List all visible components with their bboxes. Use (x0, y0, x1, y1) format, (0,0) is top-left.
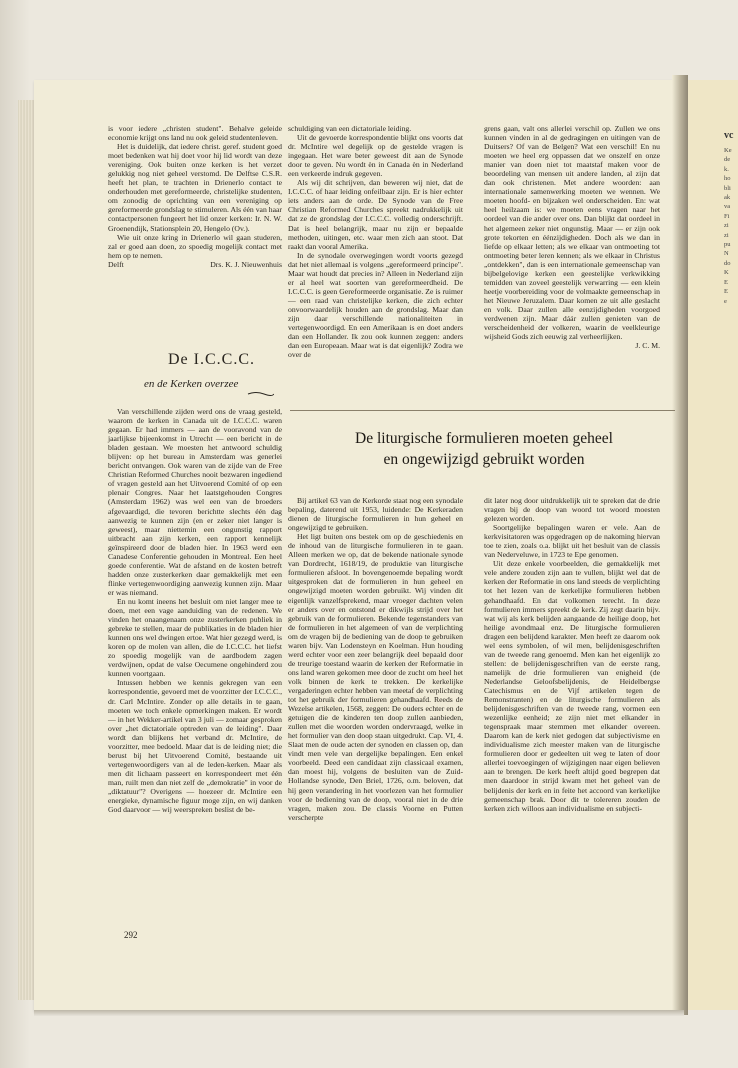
paragraph: is voor iedere „christen student". Behalve geleide economie krijgt ons land nu ook geleid studentenleven. (108, 124, 282, 143)
paragraph: Als wij dit schrijven, dan beweren wij niet, dat de I.C.C.C. of haar leiding onfeilbaar zijn. Er is hier echter iets anders aan de orde. De Synode van de Free Christian Reformed Churches spreekt nadrukkelijk uit dat ze de grondslag der I.C.C.C. volledig onderschrijft. Dat is heel belangrijk, maar nu zijn er bepaalde methoden, uitingen, etc. waar men zich aan stoot. Dat raakt dan vooral Amerika. (288, 178, 463, 251)
paragraph: Uit deze enkele voorbeelden, die gemakkelijk met vele andere zouden zijn aan te vullen, blijkt wel dat de kerken der Reformatie in ons land steeds de verplichting tot het lezen van de kerkelijke formulieren hebben gehandhaafd. En dat volkomen terecht. In deze formulieren immers spreekt de kerk. Zij zegt daarin bijv. wat wij als kerk belijden aangaande de heilige doop, het heilige avondmaal enz. De liturgische formulieren dragen een belijdend karakter. Men heeft ze daarom ook wel eens symbolen, of wil men, belijdenisgeschriften van de tweede rang genoemd. Men kan het eigenlijk zo stellen: de belijdenisgeschriften van de eerste rang, namelijk de drie formulieren van enigheid (de Nederlandse Geloofsbelijdenis, de Heidelbergse Catechismus en de Vijf artikelen tegen de Remonstranten) en de liturgische formulieren als belijdenisgeschriften van de tweede rang, vormen een wezenlijke eenheid; ze zijn niet met elkander in tegenspraak maar stemmen met elkander overeen. Daarom kan de kerk niet gedogen dat subjectivisme en individualisme zich meester maken van de liturgische formulieren door er gedeelten uit weg te laten of door allerlei toevoegingen of wijzigingen naar eigen believen aan te brengen. De kerk heeft altijd goed begrepen dat men daardoor in strijd kwam met het geheel van de belijdenis der kerk en in feite het accoord van kerkelijke gemeenschap brak. Door dit te tolereren zouden de kerken zich willoos aan individualisme en subjecti- (484, 559, 660, 813)
article-title-icccc: De I.C.C.C. (168, 351, 255, 368)
column-1-body (108, 407, 282, 814)
paragraph: Intussen hebben we kennis gekregen van een korrespondentie, gevoerd met de voorzitter der I.C.C.C., dr. Carl McIntire. Zonder op alle details in te gaan, moeten we toch enkele opmerkingen maken. Er wordt — in het Wekker-artikel van 3 juli — zomaar gesproken over „het dictatoriale optreden van de leiding". Daar wordt dan blijkens het verband dr. McIntire, de voorzitter, mee bedoeld. Maar dat is de leiding niet; die berust bij het Uitvoerend Comité, bestaande uit vertegenwoordigers van al de leden-kerken. Maar als men dit lichaam passeert en korrespondeert met één man, ruilt men dan niet zelf de „demokratie" in voor de „diktatuur"? Overigens — hoezeer dr. McIntire een energieke, dynamische figuur moge zijn, en wij danken God daarvoor — wij weerspreken beslist de be- (108, 678, 282, 815)
article-subtitle: en de Kerken overzee (144, 378, 239, 390)
facing-page-fragment: pu (724, 241, 731, 249)
paragraph: grens gaan, valt ons allerlei verschil op. Zullen we ons kunnen vinden in al de gedragingen en uitingen van de Duitsers? Of van de Belgen? Wat een verschil! En nu moeten we heel erg oppassen dat we onszelf en onze manier van doen niet tot maatstaf maken voor de beoordeling van mensen uit andere landen, al zijn dat dan ook christenen. Met andere woorden: aan internationale samenwerking moeten we wennen. We moeten hoofd- en bijzaken wel onderscheiden. En: wat heel heilzaam is: we moeten eens vragen naar het oordeel van die ander over ons. Dan blijkt dat oordeel in het algemeen zeker niet ongunstig. Maar — er zijn ook grote tekorten en éénzijdigheden. Doch als we dan in liefde op elkaar letten; als we elkaar van ontmoeting tot ontmoeting beter leren kennen; als we elkaar in Christus „ontdekken", dan is een internationale gemeenschap van bijbelgelovige kerken een geestelijke verkwikking temidden van zoveel geestelijk verwarring — een klein heetje voorbereiding voor de volmaakte gemeenschap in het Nieuwe Jeruzalem. Daar komen ze uit alle geslacht en volk. Daar zullen alle eenzijdigheden voorgoed verdwenen zijn. Maar dáár zullen genieten van de verscheidenheid der volkeren, waarin de veelkleurige wijsheid Gods zich eeuwig zal verheerlijken. (484, 124, 660, 342)
facing-page-fragment: zi (724, 231, 729, 239)
paragraph: En nu komt ineens het besluit om niet langer mee te doen, met een vage aanduiding van de redenen. We vinden het onaangenaam onze zusterkerken publiek in gebreke te stellen, maar de publikaties in de bladen hier kunnen ons wel dwingen ertoe. Wat hier gezegd werd, is koren op de molen van allen, die de I.C.C.C. het liefst zo spoedig mogelijk van de aardbodem zagen verdwijnen, opdat de valse Oecumene ongehinderd zou kunnen voortgaan. (108, 596, 282, 679)
facing-page-fragment: bli (724, 184, 731, 192)
paragraph: In de synodale overwegingen wordt voorts gezegd dat het niet allemaal is volgens „gereformeerd principe". Maar wat houdt dat precies in? Alleen in Nederland zijn er al heel wat soorten van gereformeerdheid. De I.C.C.C. is geen Gereformeerde organisatie. Ze is ruimer — een raad van christelijke kerken, die zich echter onvoorwaardelijk houden aan de grondslag. Maar dan zijn daar verschillende nationaliteiten in vertegenwoordigd. En een Amerikaan is en doet anders dan een Hollander. Ik zou ook kunnen zeggen: anders dan een Europeaan. Maar wat is dat eigenlijk? Zodra we over de (288, 250, 463, 360)
facing-page-heading: vc (724, 130, 734, 141)
paragraph: Wie uit onze kring in Drienerlo wil gaan studeren, zal er goed aan doen, zo spoedig mogelijk contact met hem op te nemen. (108, 232, 282, 260)
decorative-rule (144, 391, 274, 397)
page-shadow (34, 1010, 684, 1016)
facing-page-fragment: K (724, 269, 729, 277)
facing-page-fragment: Ke (724, 147, 732, 154)
paragraph: Bij artikel 63 van de Kerkorde staat nog een synodale bepaling, daterend uit 1953, luidende: De Kerkeraden dienen de liturgische formulieren in hun geheel en ongewijzigd te gebruiken. (288, 496, 463, 533)
paragraph: Van verschillende zijden werd ons de vraag gesteld, waarom de kerken in Canada uit de I.C.C.C. waren gegaan. Er had immers — aan de vooravond van de jaarlijkse bijeenkomst in Utrecht — een bericht in de bladen gestaan. We moesten het antwoord schuldig blijven: op het bureau in Amsterdam was generlei bericht ontvangen. Ook waren van de zijde van de Free Christian Reformed Churches nooit bezwaren ingediend of vragen gesteld aan het Uitvoerend Comité of op een plenair Congres. Naar het laatstgehouden Congres (Amsterdam 1962) was wel een van de broeders afgevaardigd, die tevoren berichtte slechts één dag aanwezig te kunnen zijn (en er zeker niet langer is geweest), maar niettemin een ongunstig rapport uitbracht aan zijn kerken, een rapport kennelijk geïnspireerd door de bladen hier. In 1963 werd een Canadese Conferentie gehouden in Montreal. Een heel goede conferentie. Wat de afstand en de kosten betreft hadden onze zusterkerken daar gemakkelijk met een flinke vertegenwoordiging aanwezig kunnen zijn. Maar er was niemand. (108, 407, 282, 597)
signature-line (108, 260, 282, 269)
paragraph: Het ligt buiten ons bestek om op de geschiedenis en de inhoud van de liturgische formulieren in te gaan. Alleen merken we op, dat de bekende nationale synode van Dordrecht, 1618/19, de produktie van liturgische formulieren afsloot. In bovengenoemde bepaling wordt uitgesproken dat de formulieren in hun geheel en ongewijzigd moeten worden gebruikt. Wij vinden dit eigenlijk vanzelfsprekend, maar vroeger dachten velen er anders over en ontstond er dikwijls strijd over het gebruik van de formulieren. Bekende tegenstanders van de formulieren in het algemeen of van de verplichting om de vragen bij de bediening van de doop te gebruiken waren bijv. Van Lodensteyn en Koelman. Hun houding werd echter voor een zeer belangrijk deel bepaald door de treurige toestand waarin de kerken der Reformatie in ons land waren gekomen mee door de zucht om heel het volk binnen de kerk te trekken. De kerkelijke vergaderingen echter hebben van meetaf de verplichting tot het gebruik der formulieren gehandhaafd. Reeds de Wezelse artikelen, 1568, zeggen: De ouders echter en de getuigen die de kinderen ten doop zullen aanbieden, zullen met die woorden worden ondervraagd, welke in het formulier van den doop staan uitgedrukt. Cap. VI, 4. Slaat men de oude acten der synoden en classen op, dan vindt men vele van dergelijke bepalingen. Een enkel voorbeeld. Deed een candidaat zijn classicaal examen, dan moest hij, volgens de besluiten van de Zuid-Hollandse synode, Den Briel, 1726, o.m. beloven, dat hij geen verandering in het voorlezen van het formulier voor de bediening van de doop, vooral niet in de drie vragen, maken zou. De classis Voorne en Putten verscherpte (288, 532, 463, 822)
facing-page-fragment: de (724, 156, 731, 164)
page-edges (18, 100, 34, 1000)
page-gutter (672, 75, 688, 1015)
paragraph: Het is duidelijk, dat iedere christ. geref. student goed moet bedenken wat hij doet voor hij lid wordt van deze vereniging. Ook buiten onze kerken is het verzet gelukkig nog niet geheel verstomd. De Delftse C.S.R. heeft het plan, te trachten in Drienerlo contact te onderhouden met gereformeerde, christelijke studenten, om zonodig de oprichting van een vereniging op gereformeerde grondslag te stimuleren. Als één van haar contactpersonen fungeert het lid onzer kerken: Ir. N. W. Groenendijk, Stationsplein 20, Hengelo (Ov.). (108, 142, 282, 233)
facing-page-fragment: va (724, 203, 731, 211)
facing-page-fragment: k. (724, 165, 729, 173)
paragraph: Soortgelijke bepalingen waren er vele. Aan de kerkvisitatoren was opgedragen op de nakoming hiervan toe te zien, zoals o.a. blijkt uit het besluit van de classis van Nederveluwe, in 1723 te Epe genomen. (484, 523, 660, 560)
facing-page-fragment: N (724, 250, 729, 258)
facing-page-fragment: E (724, 278, 728, 286)
signature-place: Delft (108, 259, 124, 269)
main-title-line-2: en ongewijzigd gebruikt worden (383, 451, 585, 468)
column-2-top (288, 124, 463, 359)
main-article-title (294, 428, 674, 470)
facing-page-fragment: E (724, 288, 728, 296)
section-divider (290, 410, 675, 411)
facing-page-fragment: Fi (724, 212, 730, 220)
facing-page-fragment: ak (724, 194, 731, 202)
paragraph: Uit de gevoerde korrespondentie blijkt ons voorts dat dr. McIntire wel degelijk op de gestelde vragen is ingegaan. Het ware beter geweest dit aan de Synode door te geven. Nu wordt èn in Canada èn in Nederland een verkeerde indruk gegeven. (288, 133, 463, 179)
facing-page-fragment: zi (724, 222, 729, 230)
facing-page-fragment: ho (724, 175, 731, 183)
main-title-line-1: De liturgische formulieren moeten geheel (355, 430, 613, 447)
signature-author: Drs. K. J. Nieuwenhuis (210, 259, 282, 269)
signature-initials: J. C. M. (635, 341, 660, 351)
facing-page-fragment: e (724, 297, 727, 305)
page-number: 292 (124, 930, 138, 940)
facing-page-fragments (724, 146, 738, 306)
column-3-lower (484, 496, 660, 813)
facing-page-fragment: do (724, 259, 731, 267)
paragraph: dit later nog door uitdrukkelijk uit te spreken dat de drie vragen bij de doop van woord tot woord moesten gelezen worden. (484, 496, 660, 524)
column-1-top (108, 124, 282, 269)
facing-page (688, 80, 738, 1010)
column-2-lower (288, 496, 463, 822)
column-3-top (484, 124, 660, 350)
paragraph: schuldiging van een dictatoriale leiding. (288, 124, 412, 133)
